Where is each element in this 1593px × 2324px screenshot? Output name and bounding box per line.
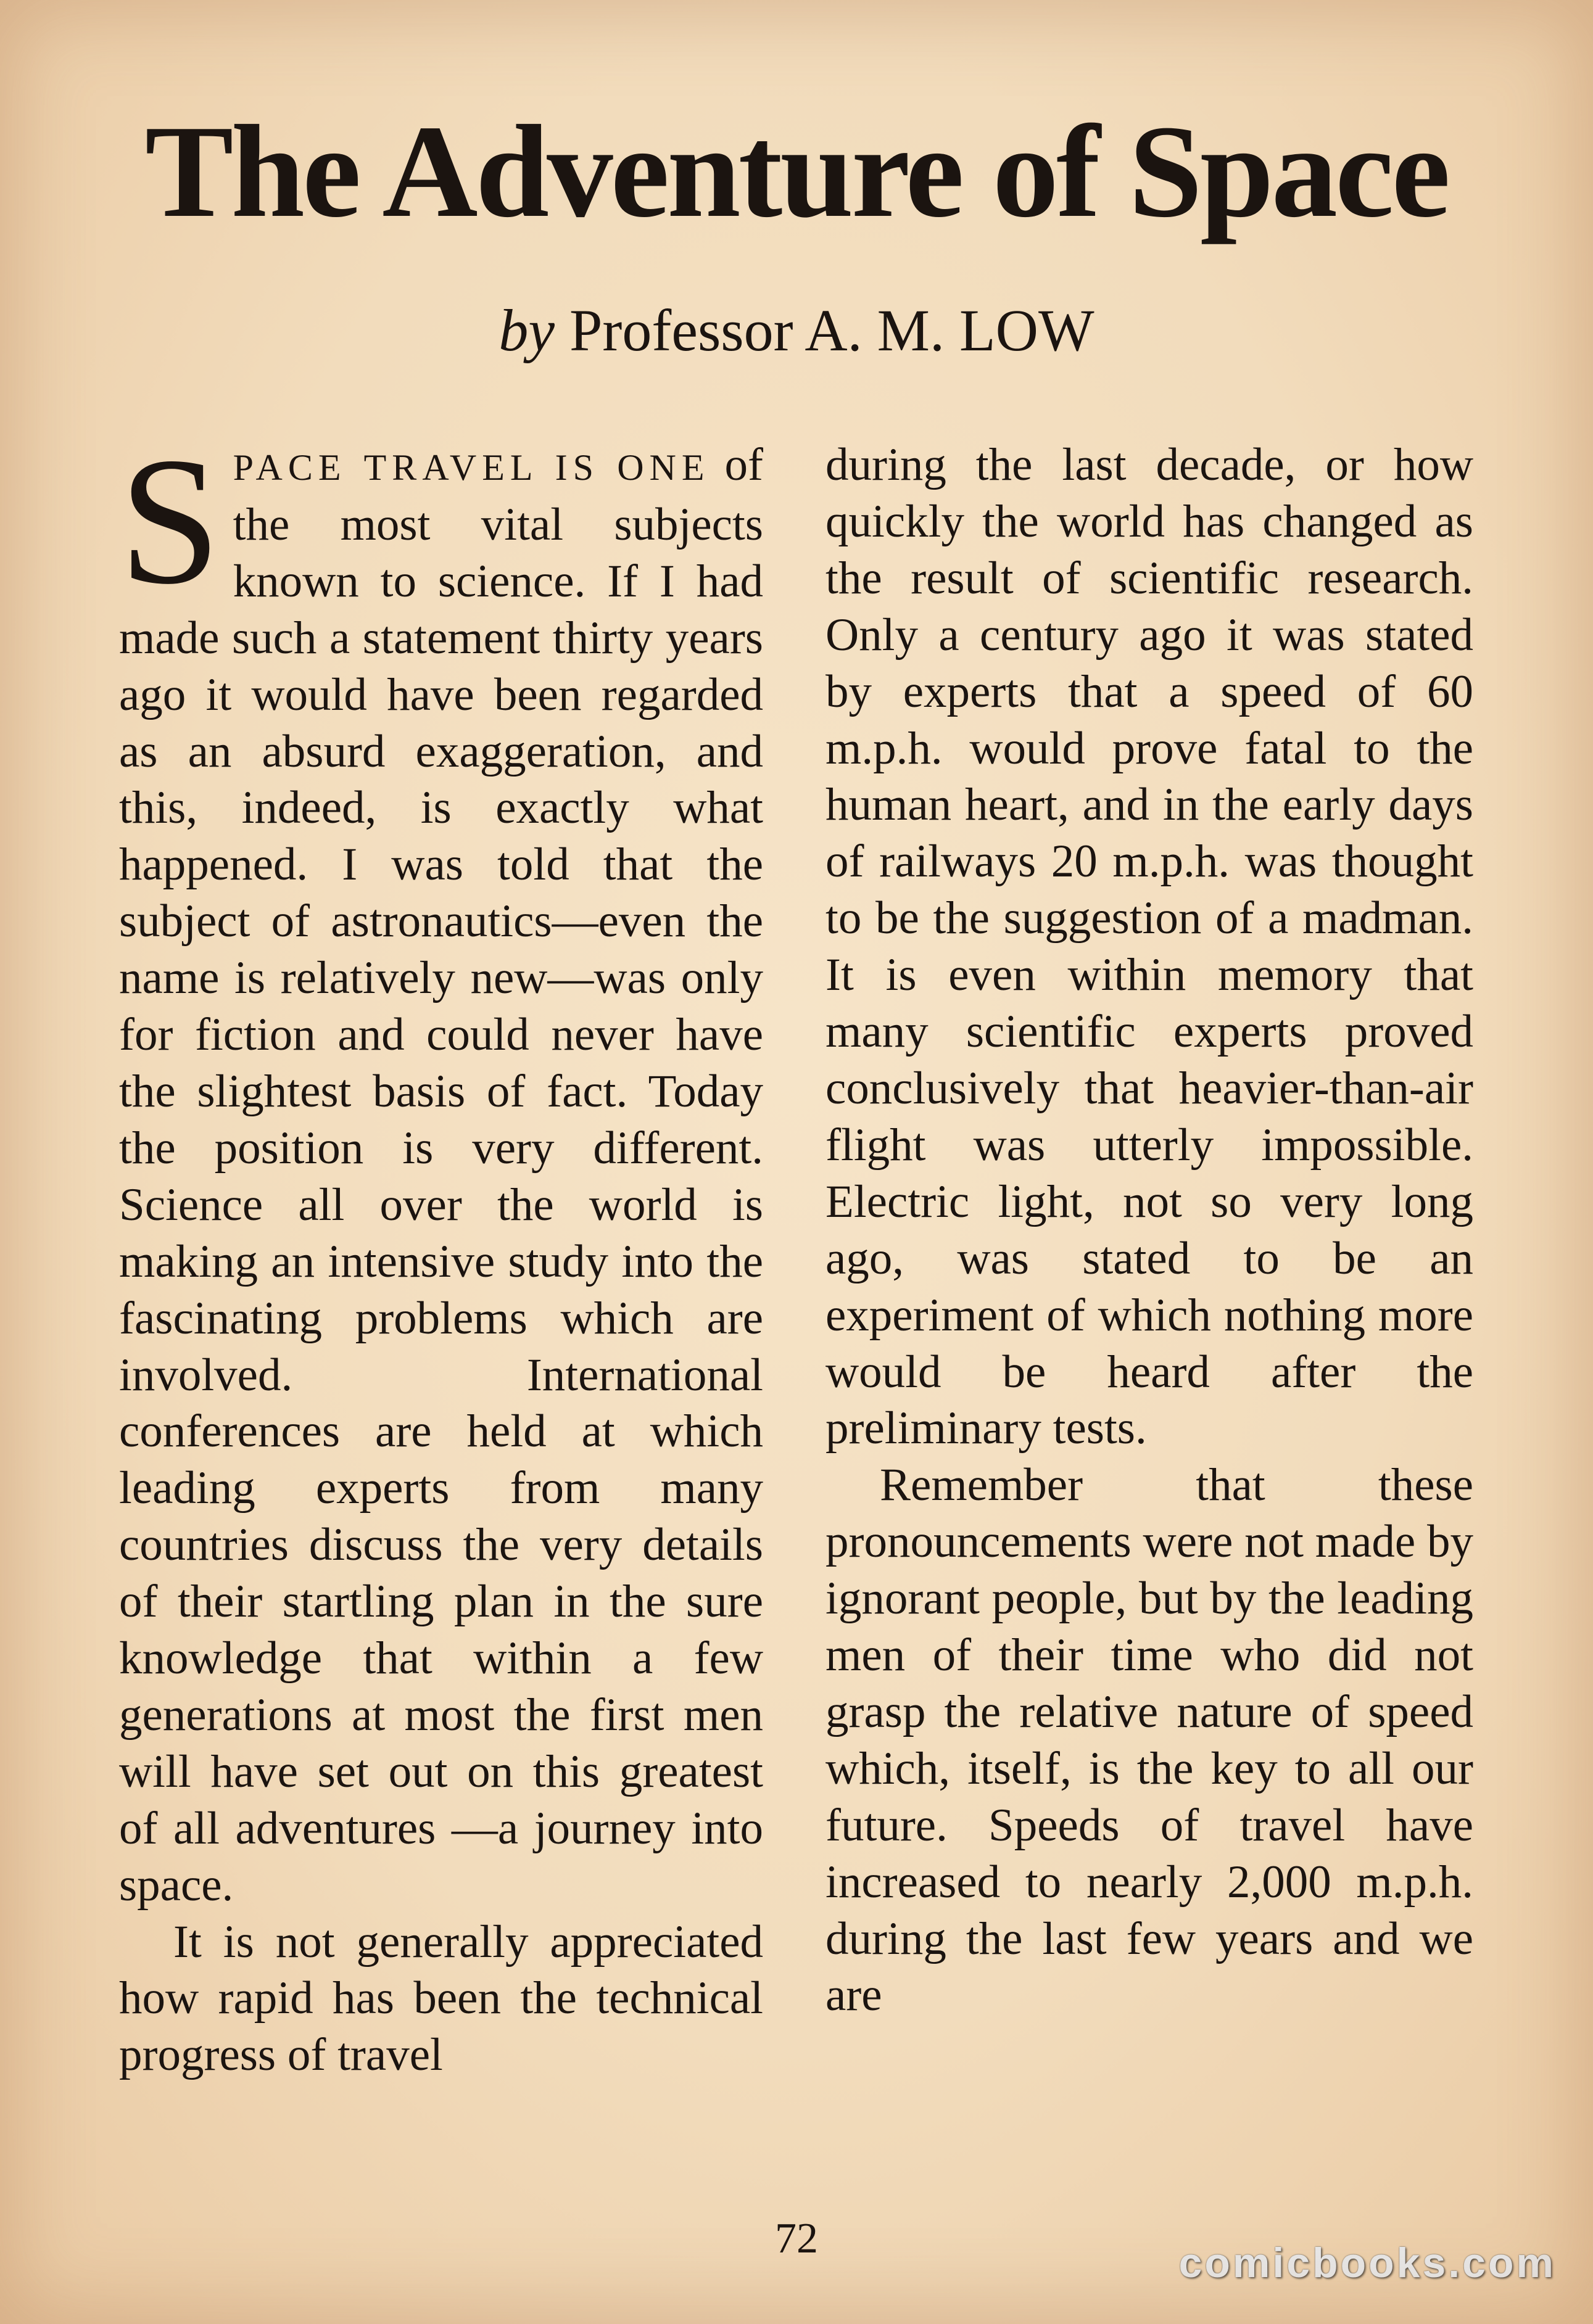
drop-cap: S (119, 437, 221, 622)
paragraph-2: It is not generally appreciated how rapid has been the technical progress of travel (119, 1916, 763, 2081)
byline-author: Professor A. M. LOW (569, 297, 1094, 363)
paragraph-4: Remember that these pronouncements were not made by ignorant people, but by the leading men of their time who did not grasp the relative nature of speed which, itself, is the key to all our future. Speeds of travel have increased to nearly 2,000 m.p.h. during the last few years and we are (825, 1459, 1473, 2021)
paragraph-3: during the last decade, or how quickly the world has changed as the result of scientific research. Only a century ago it was stated by experts that a speed of 60 m.p.h. would prove fatal to the human heart, and in the early days of railways 20 m.p.h. was thought to be the suggestion of a madman. It is even within memory that many scientific experts proved conclusively that heavier-than-air flight was utterly impossible. Electric light, not so very long ago, was stated to be an experiment of which nothing more would be heard after the preliminary tests. (825, 439, 1473, 1454)
article-title: The Adventure of Space (145, 97, 1448, 245)
right-column (825, 437, 1473, 2182)
byline (0, 297, 1593, 363)
left-column (119, 437, 763, 2182)
watermark-logo: comicbooks.com (1178, 2240, 1556, 2286)
byline-prefix: by (499, 297, 555, 363)
lead-in: PACE TRAVEL IS ONE (233, 447, 710, 488)
page-number: 72 (775, 2215, 818, 2262)
paragraph-1 (119, 437, 763, 1914)
paragraph-1-text: of the most vital subjects known to science. If I had made such a statement thirty years ago it would have been regarded as an absurd exaggeration, and this, indeed, is exactly what happened. I was told that the subject of astronautics—even the name is relatively new—was only for fiction and could never have the slightest basis of fact. Today the position is very different. Science all over the world is making an intensive study into the fascinating problems which are involved. International conferences are held at which leading experts from many countries discuss the very details of their startling plan in the sure knowledge that within a few generations at most the first men will have set out on this greatest of all adventures —a journey into space. (119, 439, 763, 1911)
